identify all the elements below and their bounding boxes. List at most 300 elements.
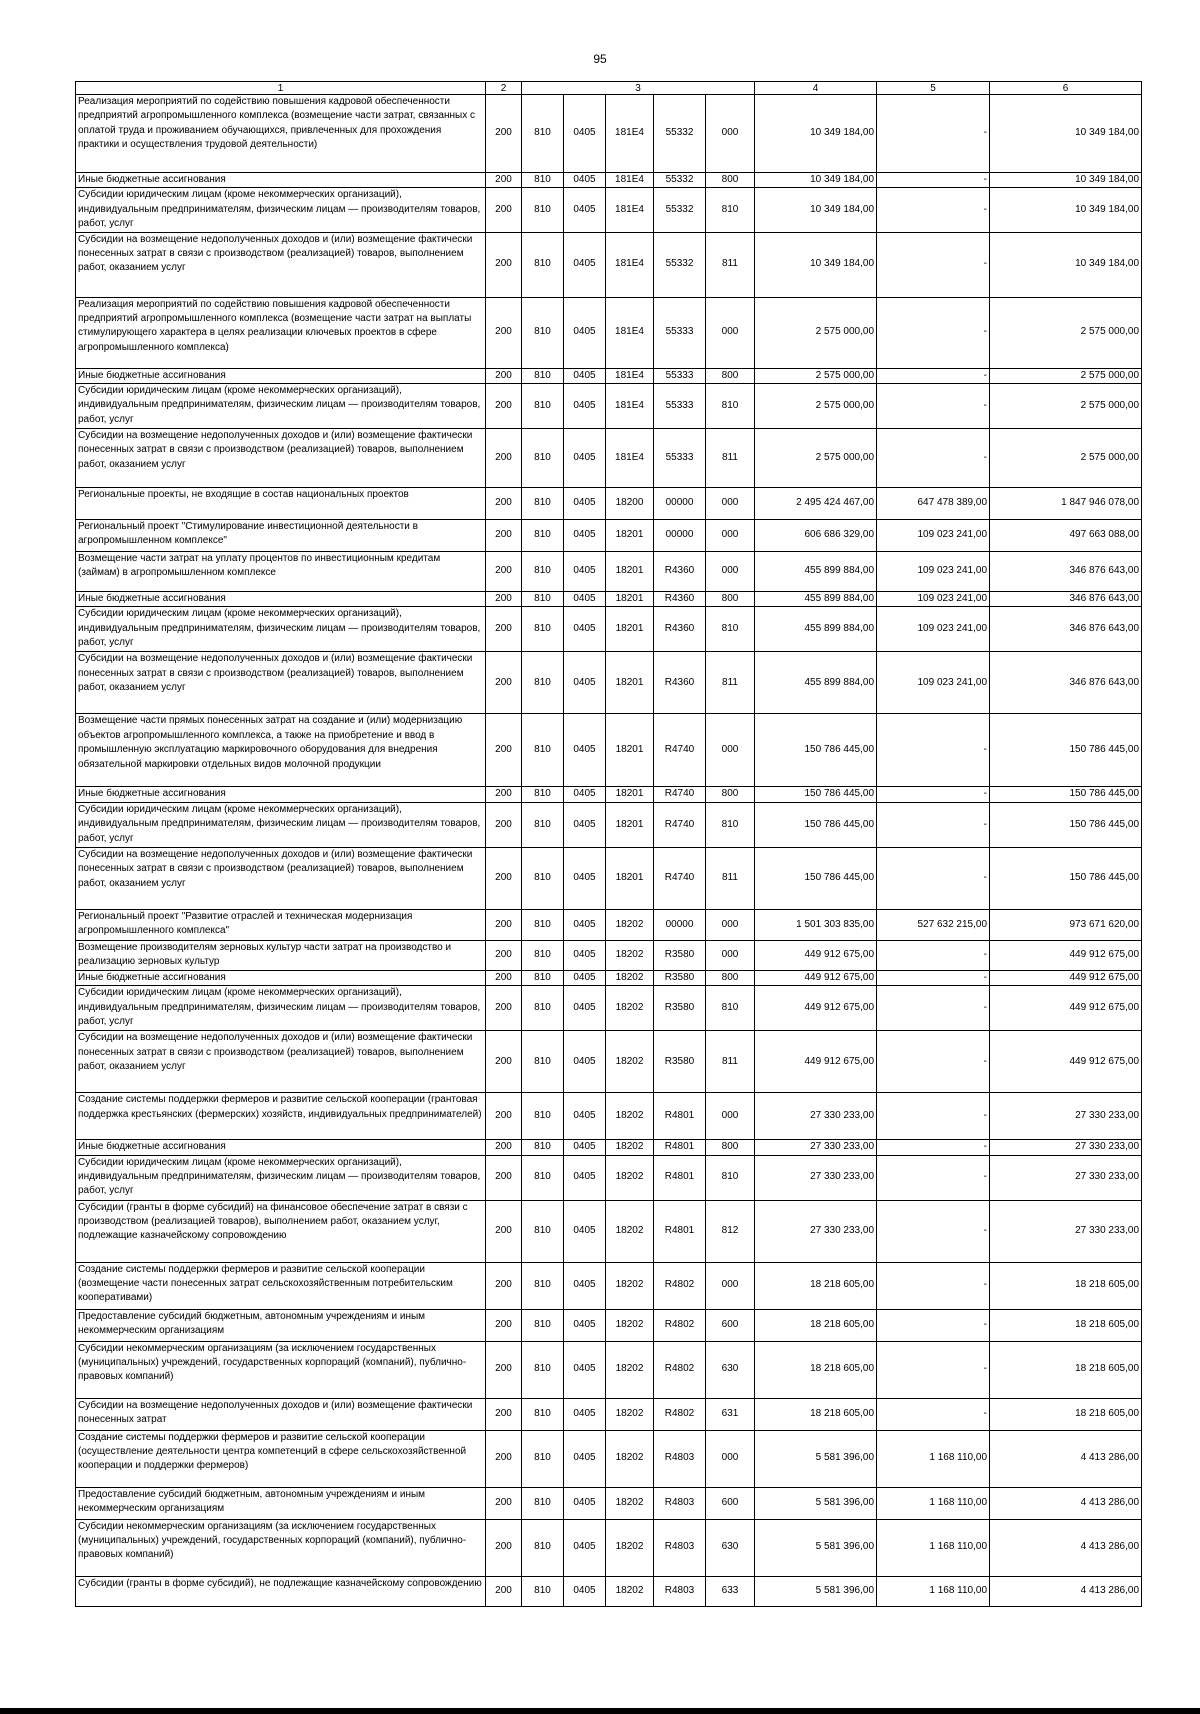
code-ministry: 810 bbox=[522, 802, 564, 847]
amount-federal: - bbox=[877, 1398, 990, 1430]
code-section: 0405 bbox=[564, 173, 606, 188]
code-admin: 200 bbox=[486, 652, 522, 714]
code-expense-type: 811 bbox=[706, 232, 755, 297]
amount-federal: - bbox=[877, 1262, 990, 1309]
amount-regional: 1 847 946 078,00 bbox=[990, 488, 1142, 520]
code-program: 18202 bbox=[606, 1200, 654, 1262]
code-direction: R4360 bbox=[654, 607, 706, 652]
code-expense-type: 000 bbox=[706, 714, 755, 787]
code-section: 0405 bbox=[564, 429, 606, 488]
code-ministry: 810 bbox=[522, 607, 564, 652]
code-expense-type: 000 bbox=[706, 488, 755, 520]
code-admin: 200 bbox=[486, 940, 522, 970]
row-description: Иные бюджетные ассигнования bbox=[76, 368, 486, 383]
table-row bbox=[76, 1430, 1142, 1487]
amount-regional: 10 349 184,00 bbox=[990, 188, 1142, 232]
code-ministry: 810 bbox=[522, 429, 564, 488]
code-ministry: 810 bbox=[522, 297, 564, 368]
code-admin: 200 bbox=[486, 384, 522, 429]
amount-regional: 27 330 233,00 bbox=[990, 1200, 1142, 1262]
amount-federal: - bbox=[877, 986, 990, 1031]
code-section: 0405 bbox=[564, 1093, 606, 1140]
code-ministry: 810 bbox=[522, 1398, 564, 1430]
code-ministry: 810 bbox=[522, 1093, 564, 1140]
code-program: 181E4 bbox=[606, 368, 654, 383]
code-direction: 00000 bbox=[654, 488, 706, 520]
code-direction: R3580 bbox=[654, 1031, 706, 1093]
amount-regional: 2 575 000,00 bbox=[990, 384, 1142, 429]
code-expense-type: 630 bbox=[706, 1341, 755, 1398]
amount-regional: 346 876 643,00 bbox=[990, 592, 1142, 607]
column-header-4: 4 bbox=[755, 82, 877, 95]
amount-regional: 973 671 620,00 bbox=[990, 909, 1142, 940]
amount-regional: 346 876 643,00 bbox=[990, 552, 1142, 592]
table-row bbox=[76, 607, 1142, 652]
amount-federal: 109 023 241,00 bbox=[877, 592, 990, 607]
table-row bbox=[76, 520, 1142, 552]
code-program: 18201 bbox=[606, 552, 654, 592]
code-expense-type: 631 bbox=[706, 1398, 755, 1430]
code-expense-type: 000 bbox=[706, 1262, 755, 1309]
code-admin: 200 bbox=[486, 802, 522, 847]
table-row bbox=[76, 95, 1142, 173]
table-row bbox=[76, 940, 1142, 970]
code-section: 0405 bbox=[564, 552, 606, 592]
code-section: 0405 bbox=[564, 368, 606, 383]
code-direction: R4803 bbox=[654, 1487, 706, 1519]
row-description: Региональный проект "Стимулирование инвестиционной деятельности в агропромышленном комплексе" bbox=[76, 520, 486, 552]
column-header-3: 3 bbox=[522, 82, 755, 95]
code-direction: 55332 bbox=[654, 173, 706, 188]
amount-total: 150 786 445,00 bbox=[755, 714, 877, 787]
code-section: 0405 bbox=[564, 1262, 606, 1309]
table-row bbox=[76, 1341, 1142, 1398]
amount-federal: 647 478 389,00 bbox=[877, 488, 990, 520]
amount-regional: 449 912 675,00 bbox=[990, 970, 1142, 985]
amount-total: 18 218 605,00 bbox=[755, 1309, 877, 1341]
amount-regional: 27 330 233,00 bbox=[990, 1140, 1142, 1155]
amount-regional: 150 786 445,00 bbox=[990, 787, 1142, 802]
table-row bbox=[76, 714, 1142, 787]
code-section: 0405 bbox=[564, 652, 606, 714]
code-expense-type: 000 bbox=[706, 909, 755, 940]
code-section: 0405 bbox=[564, 592, 606, 607]
code-direction: R4803 bbox=[654, 1576, 706, 1606]
amount-federal: 1 168 110,00 bbox=[877, 1576, 990, 1606]
amount-total: 18 218 605,00 bbox=[755, 1398, 877, 1430]
amount-total: 455 899 884,00 bbox=[755, 607, 877, 652]
code-expense-type: 810 bbox=[706, 384, 755, 429]
code-program: 18201 bbox=[606, 802, 654, 847]
code-program: 18200 bbox=[606, 488, 654, 520]
code-expense-type: 000 bbox=[706, 297, 755, 368]
code-direction: R4740 bbox=[654, 847, 706, 909]
code-admin: 200 bbox=[486, 552, 522, 592]
amount-total: 27 330 233,00 bbox=[755, 1200, 877, 1262]
row-description: Иные бюджетные ассигнования bbox=[76, 173, 486, 188]
row-description: Субсидии на возмещение недополученных доходов и (или) возмещение фактически понесенных затрат bbox=[76, 1398, 486, 1430]
amount-federal: - bbox=[877, 847, 990, 909]
amount-regional: 346 876 643,00 bbox=[990, 652, 1142, 714]
amount-total: 27 330 233,00 bbox=[755, 1093, 877, 1140]
code-direction: R4801 bbox=[654, 1140, 706, 1155]
code-direction: R4740 bbox=[654, 714, 706, 787]
code-section: 0405 bbox=[564, 787, 606, 802]
code-expense-type: 812 bbox=[706, 1200, 755, 1262]
table-body bbox=[76, 95, 1142, 1607]
code-admin: 200 bbox=[486, 520, 522, 552]
table-row bbox=[76, 173, 1142, 188]
code-direction: 55332 bbox=[654, 188, 706, 232]
code-section: 0405 bbox=[564, 1031, 606, 1093]
row-description: Субсидии на возмещение недополученных доходов и (или) возмещение фактически понесенных затрат в связи с производством (реализацией) товаров, выполнением работ, оказанием услуг bbox=[76, 429, 486, 488]
amount-total: 18 218 605,00 bbox=[755, 1341, 877, 1398]
table-row bbox=[76, 297, 1142, 368]
code-expense-type: 810 bbox=[706, 607, 755, 652]
code-program: 18202 bbox=[606, 1430, 654, 1487]
code-ministry: 810 bbox=[522, 188, 564, 232]
code-section: 0405 bbox=[564, 188, 606, 232]
code-section: 0405 bbox=[564, 986, 606, 1031]
code-section: 0405 bbox=[564, 714, 606, 787]
code-expense-type: 800 bbox=[706, 1140, 755, 1155]
table-row bbox=[76, 592, 1142, 607]
code-section: 0405 bbox=[564, 488, 606, 520]
table-row bbox=[76, 802, 1142, 847]
amount-total: 455 899 884,00 bbox=[755, 592, 877, 607]
code-direction: 55333 bbox=[654, 384, 706, 429]
code-section: 0405 bbox=[564, 297, 606, 368]
code-program: 18202 bbox=[606, 1262, 654, 1309]
code-direction: R4740 bbox=[654, 787, 706, 802]
code-admin: 200 bbox=[486, 95, 522, 173]
row-description: Субсидии некоммерческим организациям (за исключением государственных (муниципальных) учреждений, государственных корпораций (компаний), публично-правовых компаний) bbox=[76, 1519, 486, 1576]
table-row bbox=[76, 970, 1142, 985]
code-expense-type: 600 bbox=[706, 1487, 755, 1519]
code-direction: R4801 bbox=[654, 1155, 706, 1200]
column-header-2: 2 bbox=[486, 82, 522, 95]
code-expense-type: 000 bbox=[706, 95, 755, 173]
table-row bbox=[76, 488, 1142, 520]
table-row bbox=[76, 1200, 1142, 1262]
code-section: 0405 bbox=[564, 970, 606, 985]
amount-total: 150 786 445,00 bbox=[755, 787, 877, 802]
code-program: 181E4 bbox=[606, 429, 654, 488]
code-section: 0405 bbox=[564, 607, 606, 652]
header-row bbox=[76, 82, 1142, 95]
amount-regional: 449 912 675,00 bbox=[990, 940, 1142, 970]
amount-federal: 1 168 110,00 bbox=[877, 1519, 990, 1576]
amount-total: 2 575 000,00 bbox=[755, 297, 877, 368]
row-description: Создание системы поддержки фермеров и развитие сельской кооперации (возмещение части понесенных затрат сельскохозяйственным потребительским кооперативами) bbox=[76, 1262, 486, 1309]
code-program: 18201 bbox=[606, 607, 654, 652]
code-expense-type: 811 bbox=[706, 652, 755, 714]
amount-regional: 497 663 088,00 bbox=[990, 520, 1142, 552]
code-program: 18202 bbox=[606, 1341, 654, 1398]
row-description: Региональный проект "Развитие отраслей и техническая модернизация агропромышленного комплекса" bbox=[76, 909, 486, 940]
table-row bbox=[76, 847, 1142, 909]
code-ministry: 810 bbox=[522, 1430, 564, 1487]
code-admin: 200 bbox=[486, 368, 522, 383]
code-section: 0405 bbox=[564, 847, 606, 909]
code-program: 18202 bbox=[606, 1140, 654, 1155]
code-direction: 55333 bbox=[654, 429, 706, 488]
amount-total: 2 575 000,00 bbox=[755, 384, 877, 429]
code-section: 0405 bbox=[564, 1430, 606, 1487]
table-row bbox=[76, 787, 1142, 802]
column-header-5: 5 bbox=[877, 82, 990, 95]
code-direction: R4803 bbox=[654, 1519, 706, 1576]
code-direction: R4360 bbox=[654, 652, 706, 714]
code-admin: 200 bbox=[486, 1262, 522, 1309]
code-expense-type: 811 bbox=[706, 1031, 755, 1093]
code-expense-type: 000 bbox=[706, 1430, 755, 1487]
code-section: 0405 bbox=[564, 1309, 606, 1341]
code-admin: 200 bbox=[486, 1140, 522, 1155]
amount-total: 18 218 605,00 bbox=[755, 1262, 877, 1309]
amount-federal: - bbox=[877, 1140, 990, 1155]
code-expense-type: 800 bbox=[706, 368, 755, 383]
code-admin: 200 bbox=[486, 173, 522, 188]
code-expense-type: 000 bbox=[706, 940, 755, 970]
amount-total: 10 349 184,00 bbox=[755, 173, 877, 188]
code-ministry: 810 bbox=[522, 970, 564, 985]
amount-regional: 10 349 184,00 bbox=[990, 95, 1142, 173]
code-expense-type: 000 bbox=[706, 552, 755, 592]
row-description: Иные бюджетные ассигнования bbox=[76, 1140, 486, 1155]
table-row bbox=[76, 652, 1142, 714]
table-row bbox=[76, 368, 1142, 383]
code-expense-type: 800 bbox=[706, 787, 755, 802]
amount-federal: 109 023 241,00 bbox=[877, 552, 990, 592]
code-direction: R4802 bbox=[654, 1341, 706, 1398]
code-expense-type: 810 bbox=[706, 802, 755, 847]
row-description: Возмещение производителям зерновых культур части затрат на производство и реализацию зерновых культур bbox=[76, 940, 486, 970]
code-section: 0405 bbox=[564, 1341, 606, 1398]
code-admin: 200 bbox=[486, 909, 522, 940]
code-ministry: 810 bbox=[522, 652, 564, 714]
column-header-1: 1 bbox=[76, 82, 486, 95]
code-direction: R4801 bbox=[654, 1093, 706, 1140]
code-program: 181E4 bbox=[606, 297, 654, 368]
amount-regional: 150 786 445,00 bbox=[990, 714, 1142, 787]
amount-federal: - bbox=[877, 1341, 990, 1398]
amount-federal: - bbox=[877, 429, 990, 488]
code-ministry: 810 bbox=[522, 592, 564, 607]
amount-regional: 27 330 233,00 bbox=[990, 1093, 1142, 1140]
code-section: 0405 bbox=[564, 384, 606, 429]
amount-regional: 346 876 643,00 bbox=[990, 607, 1142, 652]
table-row bbox=[76, 1093, 1142, 1140]
code-program: 18202 bbox=[606, 909, 654, 940]
amount-federal: - bbox=[877, 297, 990, 368]
row-description: Субсидии на возмещение недополученных доходов и (или) возмещение фактически понесенных затрат в связи с производством (реализацией) товаров, выполнением работ, оказанием услуг bbox=[76, 1031, 486, 1093]
row-description: Субсидии на возмещение недополученных доходов и (или) возмещение фактически понесенных затрат в связи с производством (реализацией) товаров, выполнением работ, оказанием услуг bbox=[76, 652, 486, 714]
amount-federal: - bbox=[877, 1200, 990, 1262]
table-row bbox=[76, 232, 1142, 297]
code-section: 0405 bbox=[564, 520, 606, 552]
code-program: 18202 bbox=[606, 970, 654, 985]
code-ministry: 810 bbox=[522, 940, 564, 970]
amount-total: 606 686 329,00 bbox=[755, 520, 877, 552]
code-direction: 55332 bbox=[654, 232, 706, 297]
row-description: Предоставление субсидий бюджетным, автономным учреждениям и иным некоммерческим организациям bbox=[76, 1309, 486, 1341]
code-expense-type: 800 bbox=[706, 970, 755, 985]
code-expense-type: 000 bbox=[706, 1093, 755, 1140]
code-admin: 200 bbox=[486, 429, 522, 488]
code-direction: R4802 bbox=[654, 1262, 706, 1309]
table-row bbox=[76, 1031, 1142, 1093]
code-direction: R4360 bbox=[654, 552, 706, 592]
code-admin: 200 bbox=[486, 1309, 522, 1341]
amount-federal: - bbox=[877, 1093, 990, 1140]
row-description: Субсидии юридическим лицам (кроме некоммерческих организаций), индивидуальным предпринимателям, физическим лицам — производителям товаров, работ, услуг bbox=[76, 384, 486, 429]
amount-federal: - bbox=[877, 1309, 990, 1341]
row-description: Реализация мероприятий по содействию повышения кадровой обеспеченности предприятий агропромышленного комплекса (возмещение части затрат на выплаты стимулирующего характера в целях реализации ключевых проектов в сфере агропромышленного комплекса) bbox=[76, 297, 486, 368]
amount-federal: 109 023 241,00 bbox=[877, 607, 990, 652]
amount-total: 5 581 396,00 bbox=[755, 1430, 877, 1487]
amount-regional: 4 413 286,00 bbox=[990, 1519, 1142, 1576]
amount-regional: 2 575 000,00 bbox=[990, 368, 1142, 383]
code-admin: 200 bbox=[486, 188, 522, 232]
table-row bbox=[76, 1576, 1142, 1606]
amount-regional: 18 218 605,00 bbox=[990, 1262, 1142, 1309]
amount-total: 449 912 675,00 bbox=[755, 986, 877, 1031]
amount-regional: 449 912 675,00 bbox=[990, 986, 1142, 1031]
code-program: 18202 bbox=[606, 1519, 654, 1576]
code-admin: 200 bbox=[486, 1200, 522, 1262]
code-admin: 200 bbox=[486, 787, 522, 802]
row-description: Создание системы поддержки фермеров и развитие сельской кооперации (грантовая поддержка крестьянских (фермерских) хозяйств, индивидуальных предпринимателей) bbox=[76, 1093, 486, 1140]
budget-table bbox=[75, 81, 1142, 1607]
amount-federal: - bbox=[877, 970, 990, 985]
amount-total: 10 349 184,00 bbox=[755, 232, 877, 297]
code-program: 18202 bbox=[606, 1093, 654, 1140]
code-ministry: 810 bbox=[522, 384, 564, 429]
amount-federal: 1 168 110,00 bbox=[877, 1430, 990, 1487]
row-description: Субсидии юридическим лицам (кроме некоммерческих организаций), индивидуальным предпринимателям, физическим лицам — производителям товаров, работ, услуг bbox=[76, 607, 486, 652]
code-admin: 200 bbox=[486, 970, 522, 985]
code-ministry: 810 bbox=[522, 1309, 564, 1341]
table-row bbox=[76, 384, 1142, 429]
code-ministry: 810 bbox=[522, 1341, 564, 1398]
row-description: Иные бюджетные ассигнования bbox=[76, 970, 486, 985]
code-direction: 00000 bbox=[654, 909, 706, 940]
code-section: 0405 bbox=[564, 940, 606, 970]
amount-regional: 10 349 184,00 bbox=[990, 173, 1142, 188]
row-description: Субсидии юридическим лицам (кроме некоммерческих организаций), индивидуальным предпринимателям, физическим лицам — производителям товаров, работ, услуг bbox=[76, 188, 486, 232]
code-program: 18201 bbox=[606, 520, 654, 552]
amount-total: 455 899 884,00 bbox=[755, 552, 877, 592]
row-description: Возмещение части затрат на уплату процентов по инвестиционным кредитам (займам) в агропромышленном комплексе bbox=[76, 552, 486, 592]
amount-total: 2 575 000,00 bbox=[755, 429, 877, 488]
code-section: 0405 bbox=[564, 1519, 606, 1576]
code-admin: 200 bbox=[486, 847, 522, 909]
code-admin: 200 bbox=[486, 1341, 522, 1398]
amount-total: 2 575 000,00 bbox=[755, 368, 877, 383]
code-direction: 00000 bbox=[654, 520, 706, 552]
table-row bbox=[76, 1519, 1142, 1576]
code-ministry: 810 bbox=[522, 1200, 564, 1262]
table-row bbox=[76, 909, 1142, 940]
row-description: Иные бюджетные ассигнования bbox=[76, 787, 486, 802]
table-row bbox=[76, 429, 1142, 488]
row-description: Субсидии юридическим лицам (кроме некоммерческих организаций), индивидуальным предпринимателям, физическим лицам — производителям товаров, работ, услуг bbox=[76, 802, 486, 847]
code-section: 0405 bbox=[564, 802, 606, 847]
amount-regional: 449 912 675,00 bbox=[990, 1031, 1142, 1093]
code-ministry: 810 bbox=[522, 1155, 564, 1200]
code-direction: R3580 bbox=[654, 940, 706, 970]
code-ministry: 810 bbox=[522, 173, 564, 188]
code-admin: 200 bbox=[486, 297, 522, 368]
code-expense-type: 810 bbox=[706, 188, 755, 232]
code-ministry: 810 bbox=[522, 1140, 564, 1155]
code-section: 0405 bbox=[564, 1155, 606, 1200]
table-row bbox=[76, 1140, 1142, 1155]
code-program: 18201 bbox=[606, 847, 654, 909]
code-expense-type: 810 bbox=[706, 986, 755, 1031]
code-program: 18202 bbox=[606, 940, 654, 970]
amount-total: 2 495 424 467,00 bbox=[755, 488, 877, 520]
row-description: Субсидии на возмещение недополученных доходов и (или) возмещение фактически понесенных затрат в связи с производством (реализацией) товаров, выполнением работ, оказанием услуг bbox=[76, 847, 486, 909]
amount-federal: 527 632 215,00 bbox=[877, 909, 990, 940]
page-bottom-edge bbox=[0, 1708, 1200, 1714]
row-description: Субсидии юридическим лицам (кроме некоммерческих организаций), индивидуальным предпринимателям, физическим лицам — производителям товаров, работ, услуг bbox=[76, 986, 486, 1031]
table-row bbox=[76, 1398, 1142, 1430]
amount-regional: 27 330 233,00 bbox=[990, 1155, 1142, 1200]
amount-federal: - bbox=[877, 232, 990, 297]
code-expense-type: 811 bbox=[706, 429, 755, 488]
code-program: 18201 bbox=[606, 787, 654, 802]
code-section: 0405 bbox=[564, 232, 606, 297]
code-program: 18202 bbox=[606, 1576, 654, 1606]
code-direction: R4740 bbox=[654, 802, 706, 847]
amount-total: 449 912 675,00 bbox=[755, 1031, 877, 1093]
code-program: 181E4 bbox=[606, 188, 654, 232]
table-row bbox=[76, 1309, 1142, 1341]
amount-regional: 18 218 605,00 bbox=[990, 1398, 1142, 1430]
code-admin: 200 bbox=[486, 1487, 522, 1519]
code-ministry: 810 bbox=[522, 1519, 564, 1576]
code-ministry: 810 bbox=[522, 714, 564, 787]
amount-regional: 150 786 445,00 bbox=[990, 847, 1142, 909]
amount-total: 5 581 396,00 bbox=[755, 1487, 877, 1519]
amount-regional: 18 218 605,00 bbox=[990, 1309, 1142, 1341]
code-direction: R4802 bbox=[654, 1398, 706, 1430]
amount-total: 150 786 445,00 bbox=[755, 847, 877, 909]
column-header-6: 6 bbox=[990, 82, 1142, 95]
code-section: 0405 bbox=[564, 909, 606, 940]
table-row bbox=[76, 1262, 1142, 1309]
table-row bbox=[76, 1155, 1142, 1200]
code-direction: 55333 bbox=[654, 297, 706, 368]
row-description: Субсидии юридическим лицам (кроме некоммерческих организаций), индивидуальным предпринимателям, физическим лицам — производителям товаров, работ, услуг bbox=[76, 1155, 486, 1200]
code-expense-type: 800 bbox=[706, 592, 755, 607]
amount-regional: 2 575 000,00 bbox=[990, 297, 1142, 368]
code-admin: 200 bbox=[486, 986, 522, 1031]
code-direction: R3580 bbox=[654, 986, 706, 1031]
row-description: Реализация мероприятий по содействию повышения кадровой обеспеченности предприятий агропромышленного комплекса (возмещение части затрат, связанных с оплатой труда и проживанием обучающихся, привлеченных для прохождения практики и осуществления трудовой деятельности) bbox=[76, 95, 486, 173]
code-program: 181E4 bbox=[606, 173, 654, 188]
amount-regional: 10 349 184,00 bbox=[990, 232, 1142, 297]
code-ministry: 810 bbox=[522, 488, 564, 520]
code-program: 18202 bbox=[606, 1487, 654, 1519]
amount-regional: 18 218 605,00 bbox=[990, 1341, 1142, 1398]
code-section: 0405 bbox=[564, 1487, 606, 1519]
code-expense-type: 811 bbox=[706, 847, 755, 909]
amount-total: 449 912 675,00 bbox=[755, 970, 877, 985]
code-direction: R4802 bbox=[654, 1309, 706, 1341]
